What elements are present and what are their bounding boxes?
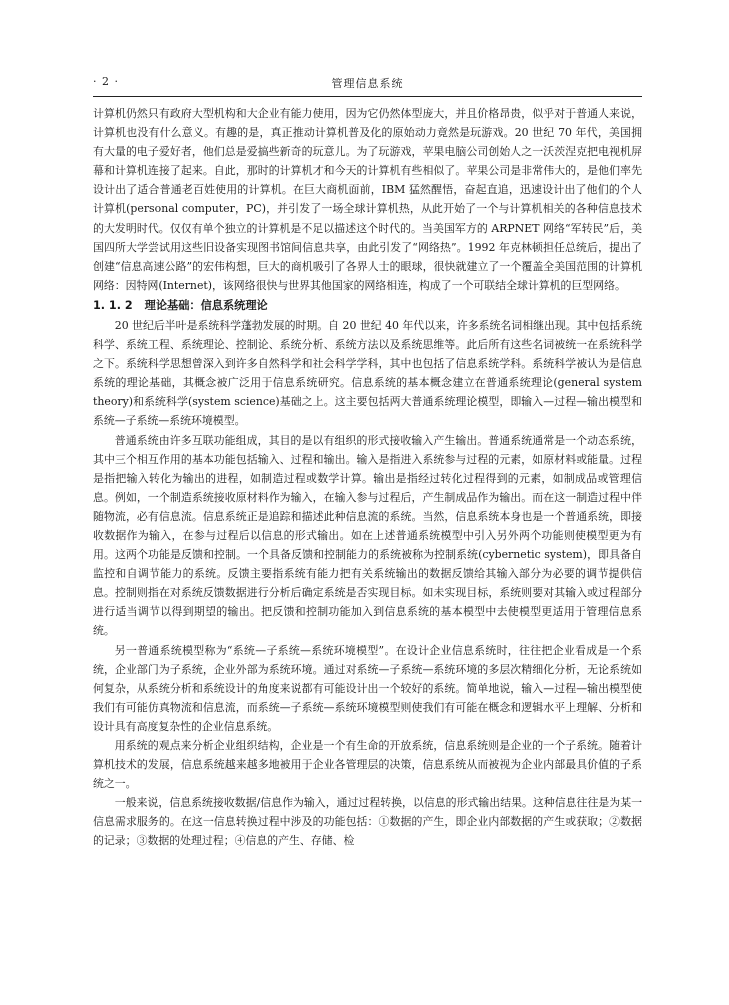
body-text <box>93 104 642 851</box>
paragraph: 一般来说，信息系统接收数据/信息作为输入，通过过程转换，以信息的形式输出结果。这种信息往往是为某一信息需求服务的。在这一信息转换过程中涉及的功能包括：①数据的产生，即企业内部数据的产生或获取；②数据的记录；③数据的处理过程；④信息的产生、存储、检 <box>93 796 642 848</box>
section-title: 理论基础：信息系统理论 <box>144 298 268 312</box>
paragraph: 20 世纪后半叶是系统科学蓬勃发展的时期。自 20 世纪 40 年代以来，许多系统名词相继出现。其中包括系统科学、系统工程、系统理论、控制论、系统分析、系统方法以及系统思维等。此后所有这些名词被统一在系统科学之下。系统科学思想曾深入到许多自然科学和社会科学学科，其中也包括了信息系统学科。系统科学被认为是信息系统的理论基础，其概念被广泛用于信息系统研究。信息系统的基本概念建立在普通系统理论(general system theory)和系统科学(system science)基础之上。这主要包括两大普通系统理论模型，即输入—过程—输出模型和系统—子系统—系统环境模型。 <box>93 318 642 428</box>
header-rule <box>93 96 642 97</box>
section-number: 1. 1. 2 <box>93 298 133 312</box>
paragraph: 用系统的观点来分析企业组织结构，企业是一个有生命的开放系统，信息系统则是企业的一个子系统。随着计算机技术的发展，信息系统越来越多地被用于企业各管理层的决策，信息系统从而被视为企业内部最具价值的子系统之一。 <box>93 739 642 791</box>
paragraph: 普通系统由许多互联功能组成，其目的是以有组织的形式接收输入产生输出。普通系统通常是一个动态系统，其中三个相互作用的基本功能包括输入、过程和输出。输入是指进入系统参与过程的元素，如原材料或能量。过程是指把输入转化为输出的进程，如制造过程或数学计算。输出是指经过转化过程得到的元素，如制成品或管理信息。例如，一个制造系统接收原材料作为输入，在输入参与过程后，产生制成品作为输出。而在这一制造过程中伴随物流，必有信息流。信息系统正是追踪和描述此种信息流的系统。当然，信息系统本身也是一个普通系统，即接收数据作为输入，在参与过程后以信息的形式输出。如在上述普通系统模型中引入另外两个功能则使模型更为有用。这两个功能是反馈和控制。一个具备反馈和控制能力的系统被称为控制系统(cybernetic system)，即具备自监控和自调节能力的系统。反馈主要指系统有能力把有关系统输出的数据反馈给其输入部分为必要的调节提供信息。控制则指在对系统反馈数据进行分析后确定系统是否实现目标。如未实现目标，系统则要对其输入或过程部分进行适当调节以得到期望的输出。把反馈和控制功能加入到信息系统的基本模型中去使模型更适用于管理信息系统。 <box>93 433 642 638</box>
paragraph: 另一普通系统模型称为“系统—子系统—系统环境模型”。在设计企业信息系统时，往往把企业看成是一个系统，企业部门为子系统，企业外部为系统环境。通过对系统—子系统—系统环境的多层次精细化分析，无论系统如何复杂，从系统分析和系统设计的角度来说都有可能设计出一个较好的系统。简单地说，输入—过程—输出模型使我们有可能仿真物流和信息流，而系统—子系统—系统环境模型则使我们有可能在概念和逻辑水平上理解、分析和设计具有高度复杂性的企业信息系统。 <box>93 643 642 733</box>
section-heading <box>93 296 642 315</box>
running-title: 管理信息系统 <box>331 77 404 90</box>
running-header <box>93 75 642 95</box>
page-number: · 2 · <box>93 75 119 88</box>
paragraph: 计算机仍然只有政府大型机构和大企业有能力使用，因为它仍然体型庞大，并且价格昂贵，似乎对于普通人来说，计算机也没有什么意义。有趣的是，真正推动计算机普及化的原始动力竟然是玩游戏。20 世纪 70 年代，美国拥有大量的电子爱好者，他们总是爱搞些新奇的玩意儿。为了玩游戏，苹果电脑公司创始人之一沃茨涅克把电视机屏幕和计算机连接了起来。自此，那时的计算机才和今天的计算机有些相似了。苹果公司是非常伟大的，是他们率先设计出了适合普通老百姓使用的计算机。在巨大商机面前，IBM 猛然醒悟，奋起直追，迅速设计出了他们的个人计算机(personal computer，PC)，并引发了一场全球计算机热，从此开始了一个与计算机相关的各种信息技术的大发明时代。仅仅有单个独立的计算机是不足以描述这个时代的。当美国军方的 ARPNET 网络“军转民”后，美国四所大学尝试用这些旧设备实现图书馆间信息共享，由此引发了“网络热”。1992 年克林顿担任总统后，提出了创建“信息高速公路”的宏伟构想，巨大的商机吸引了各界人士的眼球，很快就建立了一个覆盖全美国范围的计算机网络：因特网(Internet)，该网络很快与世界其他国家的网络相连，构成了一个可联结全球计算机的巨型网络。 <box>93 107 642 292</box>
